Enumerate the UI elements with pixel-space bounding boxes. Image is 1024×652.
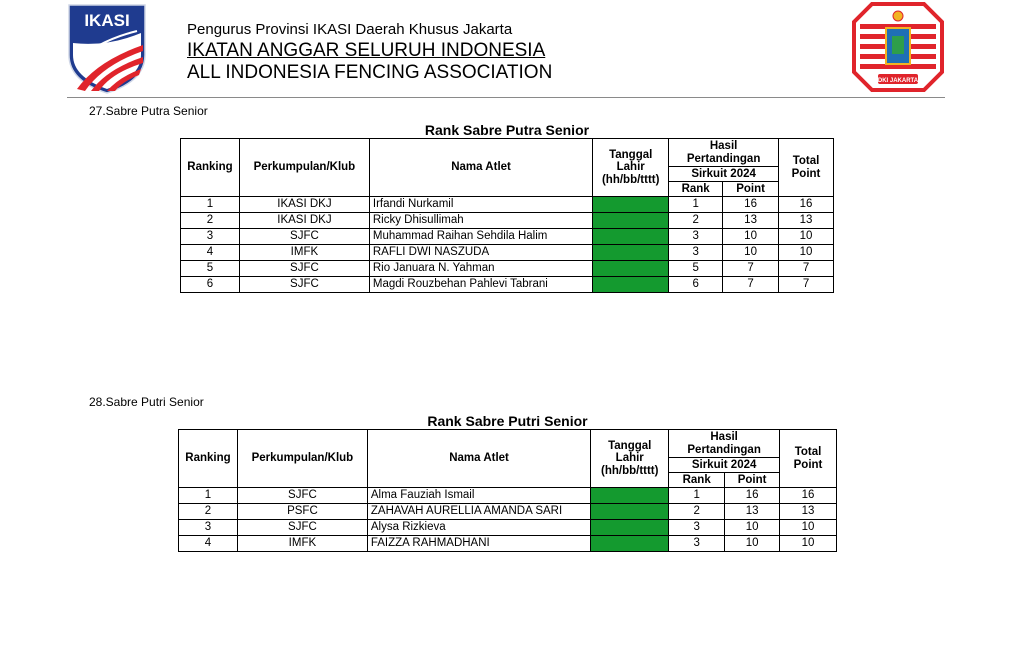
cell-club: SJFC — [239, 261, 369, 277]
cell-ranking: 6 — [181, 277, 240, 293]
association-name-en: ALL INDONESIA FENCING ASSOCIATION — [187, 62, 553, 83]
table-row — [181, 197, 834, 213]
cell-club: IKASI DKJ — [239, 213, 369, 229]
cell-rank: 1 — [669, 197, 723, 213]
col-header-result: Hasil Pertandingan — [669, 430, 780, 458]
col-header-name: Nama Atlet — [367, 430, 590, 488]
koni-dki-logo — [852, 2, 944, 92]
col-header-rank: Rank — [669, 473, 725, 488]
table-row — [181, 245, 834, 261]
cell-ranking: 4 — [179, 536, 238, 552]
cell-total: 10 — [780, 520, 837, 536]
col-header-dob: Tanggal Lahir (hh/bb/tttt) — [593, 139, 669, 197]
cell-total: 10 — [779, 229, 834, 245]
col-header-name: Nama Atlet — [369, 139, 592, 197]
cell-club: PSFC — [237, 504, 367, 520]
cell-name: Muhammad Raihan Sehdila Halim — [369, 229, 592, 245]
cell-ranking: 2 — [181, 213, 240, 229]
cell-rank: 3 — [669, 520, 725, 536]
cell-rank: 3 — [669, 245, 723, 261]
table-row — [181, 229, 834, 245]
cell-dob-redacted — [591, 536, 669, 552]
col-header-ranking: Ranking — [179, 430, 238, 488]
cell-name: RAFLI DWI NASZUDA — [369, 245, 592, 261]
koni-logo-text: DKI JAKARTA — [877, 78, 919, 84]
header-divider — [67, 97, 945, 98]
cell-dob-redacted — [593, 197, 669, 213]
col-header-ranking: Ranking — [181, 139, 240, 197]
col-header-result: Hasil Pertandingan — [669, 139, 779, 167]
cell-rank: 3 — [669, 229, 723, 245]
cell-dob-redacted — [591, 520, 669, 536]
rank-table-sabre-putri — [178, 429, 837, 552]
table-row — [179, 504, 837, 520]
cell-point: 7 — [723, 261, 779, 277]
cell-name: Rio Januara N. Yahman — [369, 261, 592, 277]
table-title-sabre-putri: Rank Sabre Putri Senior — [427, 413, 588, 429]
cell-ranking: 2 — [179, 504, 238, 520]
cell-club: IMFK — [237, 536, 367, 552]
association-name-id: IKATAN ANGGAR SELURUH INDONESIA — [187, 40, 546, 61]
cell-ranking: 3 — [181, 229, 240, 245]
cell-dob-redacted — [593, 229, 669, 245]
cell-name: Alma Fauziah Ismail — [367, 488, 590, 504]
cell-rank: 1 — [669, 488, 725, 504]
cell-total: 10 — [779, 245, 834, 261]
cell-point: 13 — [723, 213, 779, 229]
cell-rank: 6 — [669, 277, 723, 293]
cell-dob-redacted — [593, 261, 669, 277]
cell-rank: 2 — [669, 213, 723, 229]
cell-club: SJFC — [237, 488, 367, 504]
cell-ranking: 1 — [179, 488, 238, 504]
cell-point: 10 — [725, 536, 780, 552]
cell-rank: 5 — [669, 261, 723, 277]
section-label-sabre-putri: 28.Sabre Putri Senior — [89, 395, 204, 409]
table-row — [181, 261, 834, 277]
cell-point: 10 — [725, 520, 780, 536]
col-header-point: Point — [725, 473, 780, 488]
cell-club: IKASI DKJ — [239, 197, 369, 213]
col-header-club: Perkumpulan/Klub — [239, 139, 369, 197]
cell-point: 10 — [723, 229, 779, 245]
cell-total: 16 — [780, 488, 837, 504]
cell-point: 16 — [725, 488, 780, 504]
cell-ranking: 3 — [179, 520, 238, 536]
cell-point: 7 — [723, 277, 779, 293]
cell-total: 7 — [779, 277, 834, 293]
table-row — [179, 536, 837, 552]
col-header-circuit: Sirkuit 2024 — [669, 167, 779, 182]
cell-dob-redacted — [593, 277, 669, 293]
table-row — [181, 213, 834, 229]
table-row — [179, 488, 837, 504]
table-row — [181, 277, 834, 293]
section-label-sabre-putra: 27.Sabre Putra Senior — [89, 104, 208, 118]
cell-name: Ricky Dhisullimah — [369, 213, 592, 229]
cell-ranking: 5 — [181, 261, 240, 277]
cell-dob-redacted — [591, 488, 669, 504]
cell-total: 13 — [779, 213, 834, 229]
cell-total: 10 — [780, 536, 837, 552]
cell-name: Alysa Rizkieva — [367, 520, 590, 536]
cell-club: SJFC — [237, 520, 367, 536]
letterhead — [187, 22, 552, 82]
cell-point: 10 — [723, 245, 779, 261]
table-row — [179, 520, 837, 536]
cell-name: ZAHAVAH AURELLIA AMANDA SARI — [367, 504, 590, 520]
cell-total: 7 — [779, 261, 834, 277]
col-header-total: Total Point — [780, 430, 837, 488]
cell-rank: 3 — [669, 536, 725, 552]
cell-total: 13 — [780, 504, 837, 520]
col-header-club: Perkumpulan/Klub — [237, 430, 367, 488]
cell-name: Irfandi Nurkamil — [369, 197, 592, 213]
col-header-total: Total Point — [779, 139, 834, 197]
rank-table-sabre-putra — [180, 138, 834, 293]
cell-total: 16 — [779, 197, 834, 213]
cell-club: SJFC — [239, 229, 369, 245]
cell-name: FAIZZA RAHMADHANI — [367, 536, 590, 552]
cell-rank: 2 — [669, 504, 725, 520]
col-header-dob: Tanggal Lahir (hh/bb/tttt) — [591, 430, 669, 488]
ikasi-logo-text: IKASI — [84, 11, 130, 30]
cell-club: IMFK — [239, 245, 369, 261]
cell-ranking: 4 — [181, 245, 240, 261]
cell-dob-redacted — [593, 213, 669, 229]
cell-ranking: 1 — [181, 197, 240, 213]
cell-point: 13 — [725, 504, 780, 520]
col-header-circuit: Sirkuit 2024 — [669, 458, 780, 473]
cell-club: SJFC — [239, 277, 369, 293]
col-header-point: Point — [723, 182, 779, 197]
cell-point: 16 — [723, 197, 779, 213]
ikasi-logo — [67, 3, 147, 95]
cell-dob-redacted — [593, 245, 669, 261]
cell-dob-redacted — [591, 504, 669, 520]
cell-name: Magdi Rouzbehan Pahlevi Tabrani — [369, 277, 592, 293]
col-header-rank: Rank — [669, 182, 723, 197]
table-title-sabre-putra: Rank Sabre Putra Senior — [424, 122, 590, 138]
province-board-title: Pengurus Provinsi IKASI Daerah Khusus Jakarta — [187, 21, 513, 38]
